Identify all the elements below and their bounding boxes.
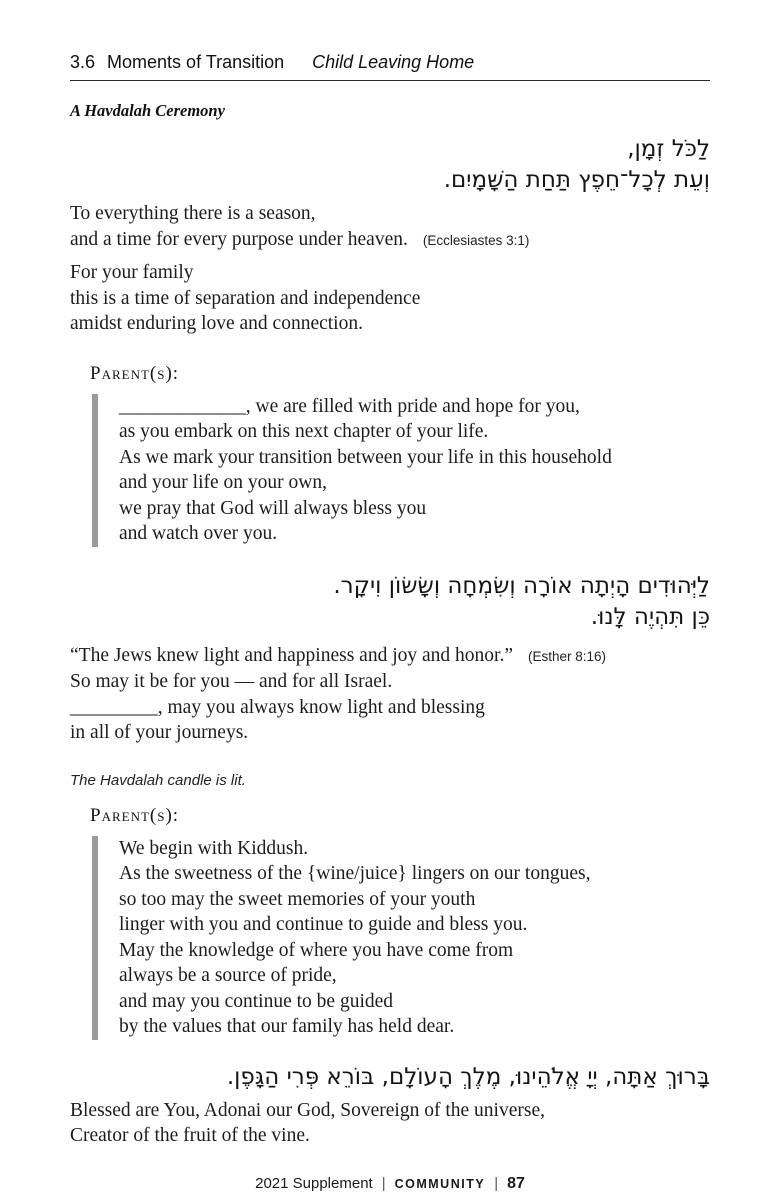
hebrew-verse-line: לַיְּהוּדִים הָיְתָה אוֹרָה וְשִׂמְחָה וְשָׂשׂוֹן וִיקָר. (333, 572, 710, 599)
blessing-line: by the values that our family has held dear. (119, 1016, 455, 1037)
translation-line: Creator of the fruit of the vine. (70, 1125, 310, 1146)
translation-line: and a time for every purpose under heaven. (70, 228, 408, 250)
parents-blessing-block-1 (92, 394, 710, 547)
footer-edition: 2021 Supplement (255, 1174, 373, 1192)
hebrew-verse-line: וְעֵת לְכָל־חֵפֶץ תַּחַת הַשָּׁמָיִם. (443, 167, 710, 193)
blessing-line: As we mark your transition between your life in this household (119, 446, 612, 468)
section-title: Moments of Transition (107, 52, 285, 72)
scripture-citation: (Esther 8:16) (528, 648, 607, 664)
hebrew-verse-ecclesiastes (70, 134, 710, 196)
stage-direction-candle: The Havdalah candle is lit. (70, 771, 246, 789)
scripture-citation: (Ecclesiastes 3:1) (422, 232, 530, 248)
family-paragraph (70, 260, 710, 337)
translation-line-with-citation (70, 643, 710, 670)
english-translation-kiddush (70, 1098, 710, 1149)
hebrew-verse-line: כֵּן תִּהְיֶה לָּנוּ. (590, 603, 710, 630)
blessing-line: we pray that God will always bless you (119, 497, 427, 519)
hebrew-verse-line: בָּרוּךְ אַתָּה, יְיָ אֱלֹהֵינוּ, מֶלֶךְ הָעוֹלָם, בּוֹרֵא פְּרִי הַגָּפֶן. (226, 1063, 710, 1090)
blessing-line: so too may the sweet memories of your youth (119, 888, 476, 910)
blessing-line: as you embark on this next chapter of your life. (119, 421, 489, 442)
footer-separator: | (381, 1174, 386, 1192)
page-footer (70, 1175, 710, 1193)
translation-line: in all of your journeys. (70, 722, 249, 743)
footer-section-name: COMMUNITY (394, 1176, 486, 1191)
parents-blessing-block-2 (92, 836, 710, 1040)
section-subtitle: Child Leaving Home (312, 52, 475, 72)
blessing-line: linger with you and continue to guide and bless you. (119, 914, 528, 935)
english-translation-ecclesiastes (70, 201, 710, 253)
blessing-line: and may you continue to be guided (119, 990, 394, 1012)
translation-line: So may it be for you — and for all Israel. (70, 671, 393, 692)
hebrew-kiddush-blessing (70, 1062, 710, 1093)
speaker-label-parents: Parent(s): (90, 804, 180, 826)
running-header (70, 52, 710, 81)
paragraph-line: amidst enduring love and connection. (70, 313, 363, 334)
footer-separator: | (494, 1174, 499, 1192)
translation-line: To everything there is a season, (70, 203, 316, 224)
blessing-line: always be a source of pride, (119, 965, 337, 986)
blessing-line: and watch over you. (119, 523, 278, 544)
hebrew-verse-line: לַכֹּל זְמָן, (627, 136, 710, 162)
english-translation-esther (70, 643, 710, 746)
translation-line-with-citation (70, 227, 710, 254)
blessing-line: We begin with Kiddush. (119, 837, 309, 859)
paragraph-line: this is a time of separation and independence (70, 287, 421, 309)
page-number: 87 (507, 1174, 525, 1192)
translation-line: Blessed are You, Adonai our God, Sovereign of the universe, (70, 1099, 545, 1121)
blessing-line: _____________, we are filled with pride and hope for you, (119, 395, 580, 417)
blessing-line: May the knowledge of where you have come from (119, 939, 514, 961)
blessing-line: and your life on your own, (119, 472, 327, 493)
blessing-line: As the sweetness of the {wine/juice} lingers on our tongues, (119, 863, 591, 884)
hebrew-verse-esther (70, 571, 710, 633)
translation-line: “The Jews knew light and happiness and joy and honor.” (70, 644, 513, 666)
paragraph-line: For your family (70, 262, 194, 283)
speaker-label-parents: Parent(s): (90, 362, 180, 384)
ceremony-title: A Havdalah Ceremony (70, 101, 225, 120)
translation-line: _________, may you always know light and blessing (70, 696, 485, 718)
section-number: 3.6 (70, 52, 96, 72)
